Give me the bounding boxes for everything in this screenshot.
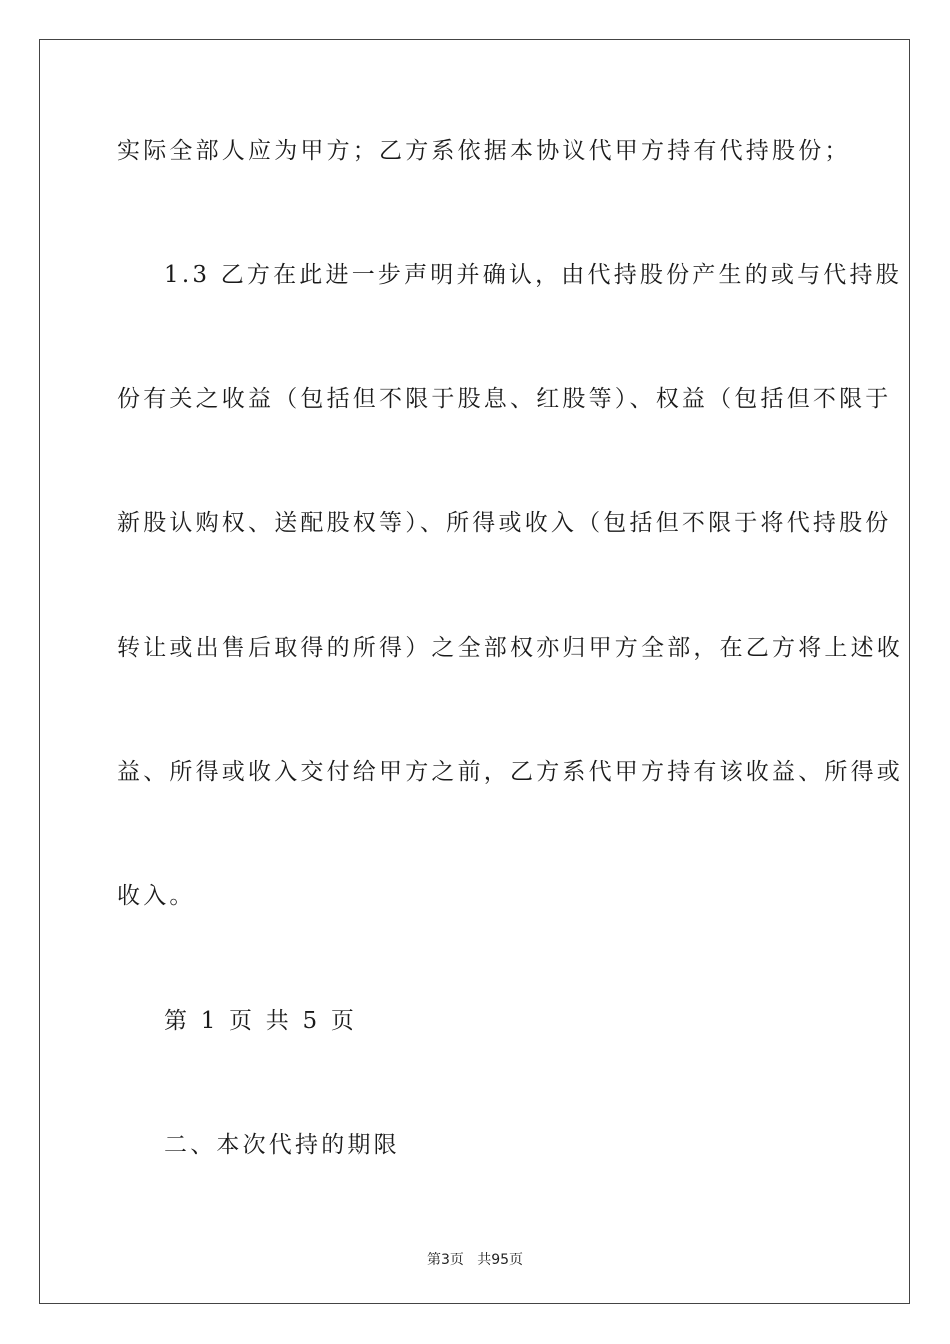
paragraph-line-6: 益、所得或收入交付给甲方之前，乙方系代甲方持有该收益、所得或 xyxy=(117,759,903,785)
inner-page-marker: 第 1 页 共 5 页 xyxy=(164,1008,358,1034)
paragraph-line-1: 实际全部人应为甲方；乙方系依据本协议代甲方持有代持股份； xyxy=(117,138,851,164)
page-border xyxy=(39,39,910,1304)
paragraph-line-4: 新股认购权、送配股权等）、所得或收入（包括但不限于将代持股份 xyxy=(117,510,892,536)
paragraph-line-7: 收入。 xyxy=(117,883,196,909)
paragraph-line-5: 转让或出售后取得的所得）之全部权亦归甲方全部，在乙方将上述收 xyxy=(117,635,903,661)
section-heading: 二、本次代持的期限 xyxy=(164,1132,400,1158)
page-footer: 第3页 共95页 xyxy=(426,1252,524,1268)
paragraph-line-2: 1.3 乙方在此进一步声明并确认，由代持股份产生的或与代持股 xyxy=(164,262,902,288)
paragraph-line-3: 份有关之收益（包括但不限于股息、红股等）、权益（包括但不限于 xyxy=(117,386,892,412)
